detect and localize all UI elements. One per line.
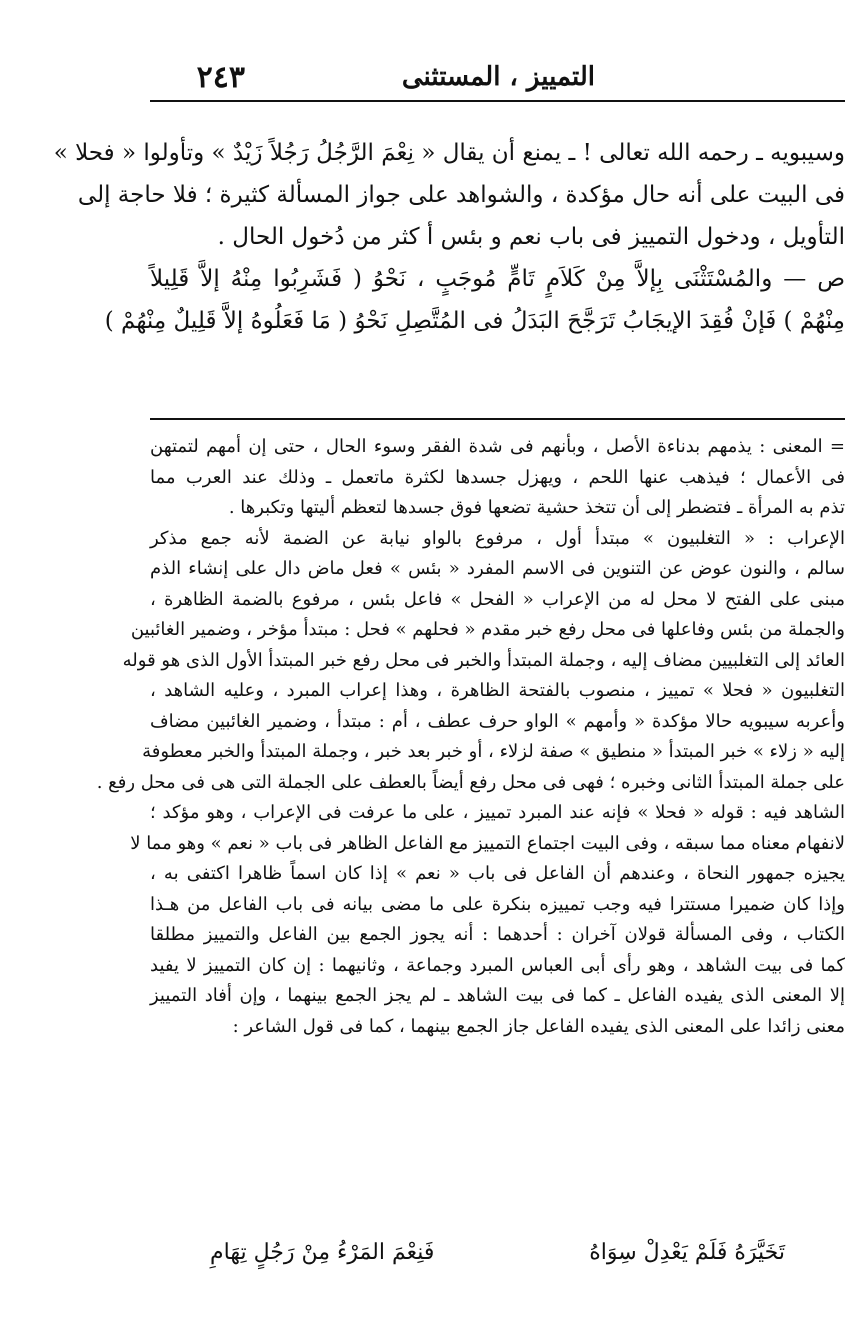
main-text xyxy=(53,132,845,342)
main-line: مِنْهُمْ ) فَإنْ فُقِدَ الإيجَابُ تَرَجَّحَ البَدَلُ فى المُتَّصِلِ نَحْوُ ( مَا فَعَلُوهُ إلاَّ قَلِيلٌ مِنْهُمْ ) xyxy=(104,308,845,334)
header-rule xyxy=(150,100,845,102)
footnote-line: الإعراب : « التغلبيون » مبتدأ أول ، مرفوع بالواو نيابة عن الضمة لأنه جمع مذكر xyxy=(150,527,845,549)
main-line: التأويل ، ودخول التمييز فى باب نعم و بئس أ كثر من دُخول الحال . xyxy=(217,224,845,250)
footnote-line: = المعنى : يذمهم بدناءة الأصل ، وبأنهم فى شدة الفقر وسوء الحال ، حتى إن أمهم لتمتهن xyxy=(150,436,845,457)
footnote-line: الكتاب ، وفى المسألة قولان آخران : أحدهما : أنه يجوز الجمع بين الفاعل والتمييز مطلقا xyxy=(150,924,845,945)
footnote-line: وإذا كان ضميرا مستترا فيه وجب تمييزه بنكرة على ما مضى بيانه فى باب الفاعل من هـذا xyxy=(150,893,845,915)
footnote-line: على جملة المبتدأ الثانى وخبره ؛ فهى فى محل رفع أيضاً بالعطف على الجملة التى هى فى محل رفع . xyxy=(96,771,845,793)
footnote-line: لانفهام معناه مما سبقه ، وفى البيت اجتماع التمييز مع الفاعل الظاهر فى باب « نعم » وهو مما لا xyxy=(130,832,845,854)
verse-second-hemistich: فَنِعْمَ المَرْءُ مِنْ رَجُلٍ تِهَامِ xyxy=(210,1240,435,1265)
footnote-line: سالم ، والنون عوض عن التنوين فى الاسم المفرد « بئس » فعل ماض دال على إنشاء الذم xyxy=(150,558,845,579)
book-page xyxy=(53,50,845,1320)
footnote-line: كما فى بيت الشاهد ، وهو رأى أبى العباس المبرد وجماعة ، وثانيهما : إن كان التمييز لا يفيد xyxy=(150,954,845,976)
page-header xyxy=(150,50,845,98)
footnote-line: والجملة من بئس وفاعلها فى محل رفع خبر مقدم « فحلهم » فحل : مبتدأ مؤخر ، وضمير الغائبين xyxy=(130,619,845,640)
footnote-line: معنى زائدا على المعنى الذى يفيده الفاعل جاز الجمع بينهما ، كما فى قول الشاعر : xyxy=(232,1015,845,1037)
verse-first-hemistich: تَخَيَّرَهُ فَلَمْ يَعْدِلْ سِوَاهُ xyxy=(589,1240,785,1265)
footnotes xyxy=(96,432,845,1042)
page-title: التمييز ، المستثنى xyxy=(401,62,595,92)
footnote-line: مبنى على الفتح لا محل له من الإعراب « الفحل » فاعل بئس ، مرفوع بالضمة الظاهرة ، xyxy=(150,588,845,610)
footnote-line: يجيزه جمهور النحاة ، وعندهم أن الفاعل فى باب « نعم » إذا كان اسماً ظاهرا اكتفى به ، xyxy=(150,863,845,884)
footnote-line: الشاهد فيه : قوله « فحلا » فإنه عند المبرد تمييز ، على ما عرفت فى الإعراب ، وهو مؤكد ؛ xyxy=(150,802,845,823)
main-line: فى البيت على أنه حال مؤكدة ، والشواهد على جواز المسألة كثيرة ؛ فلا حاجة إلى xyxy=(77,182,845,208)
main-line: ص — والمُسْتَثْنَى بِإلاَّ مِنْ كَلاَمٍ تَامٍّ مُوجَبٍ ، نَحْوُ ( فَشَرِبُوا مِنْهُ إلاَّ قَلِيلاً xyxy=(150,266,845,292)
footnote-line: إليه « زلاء » خبر المبتدأ « منطيق » صفة لزلاء ، أو خبر بعد خبر ، وجملة المبتدأ والخبر معطوفة xyxy=(142,741,845,762)
footnote-line: إلا المعنى الذى يفيده الفاعل ـ كما فى بيت الشاهد ـ لم يجز الجمع بينهما ، وإن أفاد التمييز xyxy=(150,985,845,1006)
main-line: وسيبويه ـ رحمه الله تعالى ! ـ يمنع أن يقال « نِعْمَ الرَّجُلُ رَجُلاً زَيْدٌ » وتأولوا « فحلا » xyxy=(53,140,845,166)
footnote-rule xyxy=(150,418,845,420)
footnote-line: تذم به المرأة ـ فتضطر إلى أن تتخذ حشية تضعها فوق جسدها لتعظم أليتها وتكبرها . xyxy=(228,497,845,518)
footnote-line: التغلبيون « فحلا » تمييز ، منصوب بالفتحة الظاهرة ، وهذا إعراب المبرد ، وعليه الشاهد ، xyxy=(150,680,845,701)
poetry-verse xyxy=(210,1240,785,1265)
footnote-line: العائد إلى التغلبيين مضاف إليه ، وجملة المبتدأ والخبر فى محل رفع خبر المبتدأ الأول الذى هو قوله xyxy=(122,649,845,671)
footnote-line: وأعربه سيبويه حالا مؤكدة « وأمهم » الواو حرف عطف ، أم : مبتدأ ، وضمير الغائبين مضاف xyxy=(150,710,845,732)
footnote-line: فى الأعمال ؛ فيذهب عنها اللحم ، ويهزل جسدها لكثرة ماتعمل ـ وذلك عند العرب مما xyxy=(150,466,845,488)
page-number: ٢٤٣ xyxy=(196,60,245,95)
